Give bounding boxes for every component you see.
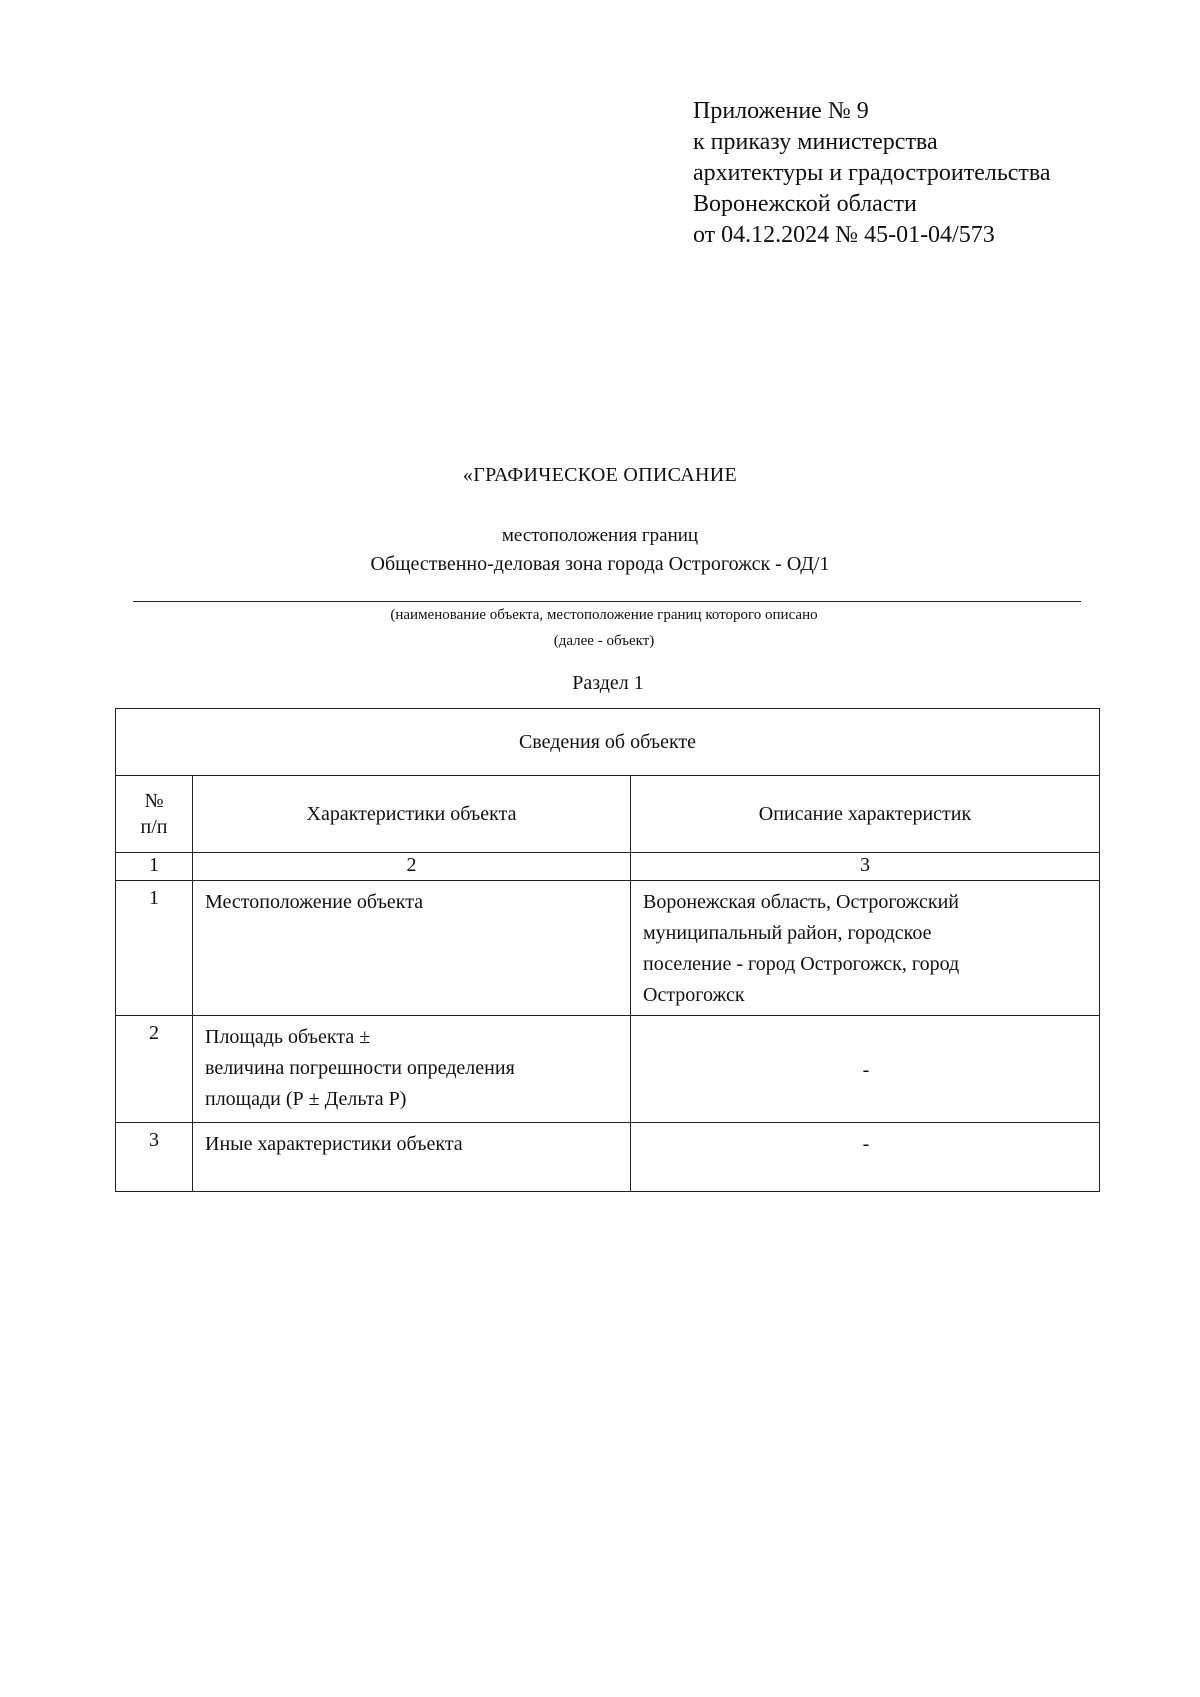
appendix-header [693, 96, 1051, 251]
row-number: 1 [116, 881, 193, 1016]
appendix-line: Приложение № 9 [693, 98, 869, 124]
section-heading: Раздел 1 [572, 672, 644, 694]
object-note: (далее - объект) [553, 633, 655, 649]
table-header-row [116, 776, 1100, 853]
characteristic-line: Площадь объекта ± [205, 1026, 371, 1048]
appendix-line: к приказу министерства [693, 129, 938, 155]
object-note: (наименование объекта, местоположение границ которого описано [390, 607, 818, 623]
header-characteristics: Характеристики объекта [193, 776, 631, 853]
description-line: поселение - город Острогожск, город [643, 953, 960, 975]
table-caption: Сведения об объекте [116, 709, 1100, 776]
table-row [116, 1123, 1100, 1192]
table-numbering-row [116, 853, 1100, 881]
description-line: Острогожск [643, 984, 745, 1006]
characteristic-line: величина погрешности определения [205, 1057, 515, 1079]
appendix-line: от 04.12.2024 № 45-01-04/573 [693, 222, 995, 248]
appendix-line: Воронежской области [693, 191, 917, 217]
table-row [116, 1016, 1100, 1123]
header-number-line: п/п [140, 816, 168, 838]
document-title: «ГРАФИЧЕСКОЕ ОПИСАНИЕ [462, 464, 738, 486]
column-number: 2 [193, 853, 631, 881]
header-description: Описание характеристик [631, 776, 1100, 853]
characteristic-line: площади (Р ± Дельта Р) [205, 1088, 407, 1110]
header-number-line: № [144, 790, 164, 812]
document-subtitle: местоположения границ [501, 525, 699, 546]
row-characteristic: Иные характеристики объекта [193, 1123, 631, 1192]
row-characteristic: Местоположение объекта [193, 881, 631, 1016]
row-description: - [631, 1123, 1100, 1192]
underline-rule [133, 601, 1081, 602]
description-line: муниципальный район, городское [643, 922, 932, 944]
column-number: 3 [631, 853, 1100, 881]
row-description: - [631, 1016, 1100, 1123]
column-number: 1 [116, 853, 193, 881]
row-characteristic [193, 1016, 631, 1123]
appendix-line: архитектуры и градостроительства [693, 160, 1051, 186]
table-row [116, 881, 1100, 1016]
row-description [631, 881, 1100, 1016]
object-name: Общественно-деловая зона города Острогожск - ОД/1 [370, 553, 830, 575]
header-number [116, 776, 193, 853]
object-info-table [115, 708, 1100, 1192]
row-number: 2 [116, 1016, 193, 1123]
row-number: 3 [116, 1123, 193, 1192]
description-line: Воронежская область, Острогожский [643, 891, 959, 913]
